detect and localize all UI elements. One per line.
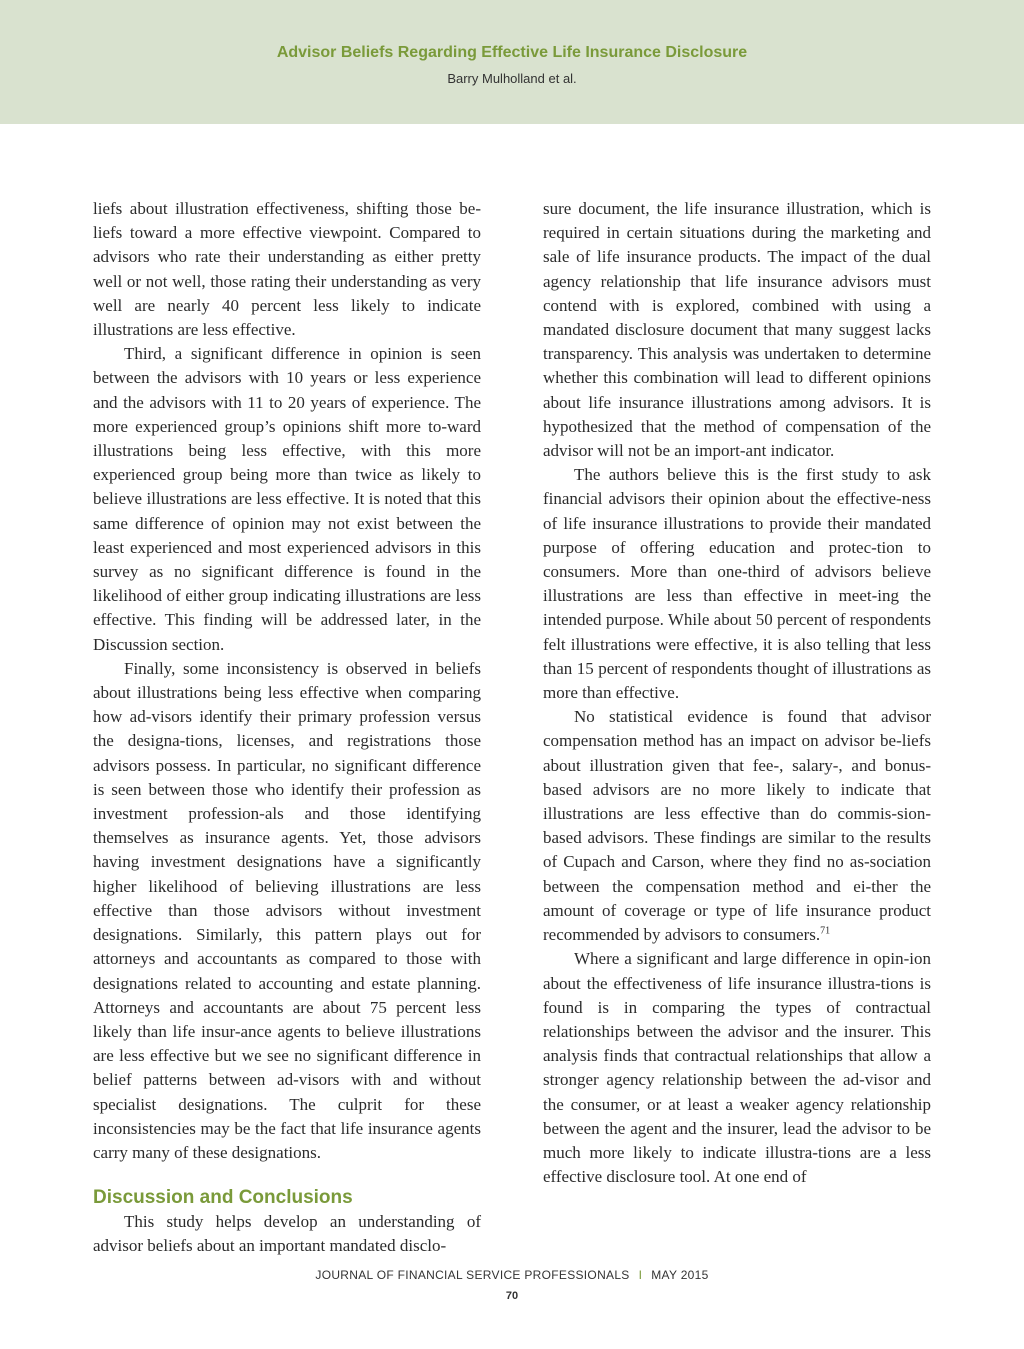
body-paragraph: This study helps develop an understanding of advisor beliefs about an important mandated disclo- [93,1212,481,1256]
paragraph-text: No statistical evidence is found that advisor compensation method has an impact on advisor be-liefs about illustration given that fee-, salary-, and bonus-based advisors are no more likely to indicate that illustrations are less effective than do commis-sion-based advisors. These findings are similar to the results of Cupach and Carson, where they find no as-sociation between the compensation method and ei-ther the amount of coverage or type of life insurance product recommended by advisors to consumers. [543,707,931,945]
issue-date: MAY 2015 [651,1268,709,1282]
body-paragraph: Where a significant and large difference in opin-ion about the effectiveness of life insurance illustra-tions is found is in comparing the types of contractual relationships between the advisor and the insurer. This analysis finds that contractual relationships that allow a stronger agency relationship between the ad-visor and the consumer, or at least a weaker agency relationship between the agent and the insurer, lead the advisor to be much more likely to indicate illustra-tions are a less effective disclosure tool. At one end of [543,949,931,1187]
section-heading: Discussion and Conclusions [93,1187,353,1209]
footnote-marker: 71 [820,925,831,937]
body-paragraph: Third, a significant difference in opinion is seen between the advisors with 10 years or less experience and the advisors with 11 to 20 years of experience. The more experienced group’s opinions shift more to-ward illustrations being less effective, with this more experienced group being more than twice as likely to believe illustrations are less effective. It is noted that this same difference of opinion may not exist between the least experienced and most experienced advisors in this survey as no significant difference is found in the likelihood of either group indicating illustrations are less effective. This finding will be addressed later, in the Discussion section. [93,344,481,654]
journal-name: JOURNAL OF FINANCIAL SERVICE PROFESSIONALS [315,1268,630,1282]
running-author: Barry Mulholland et al. [447,71,577,86]
footer [0,1268,1024,1282]
running-title: Advisor Beliefs Regarding Effective Life Insurance Disclosure [276,44,748,61]
body-paragraph [543,705,931,947]
page-number: 70 [505,1290,519,1302]
right-column [543,197,931,1189]
header-band [0,0,1024,124]
body-paragraph: liefs about illustration effectiveness, shifting those be-liefs toward a more effective viewpoint. Compared to advisors who rate their understanding as either pretty well or not well, those rating their understanding as very well are nearly 40 percent less likely to indicate illustrations are less effective. [93,199,481,340]
body-paragraph: The authors believe this is the first study to ask financial advisors their opinion about the effective-ness of life insurance illustrations to provide their mandated purpose of offering education and protec-tion to consumers. More than one-third of advisors believe illustrations are less than effective in meet-ing the intended purpose. While about 50 percent of respondents felt illustrations were effective, it is also telling that less than 15 percent of respondents thought of illustrations as more than effective. [543,465,931,703]
left-column [93,197,481,1259]
body-paragraph: sure document, the life insurance illustration, which is required in certain situations during the marketing and sale of life insurance products. The impact of the dual agency relationship that life insurance advisors must contend with is explored, combined with using a mandated disclosure document that many suggest lacks transparency. This analysis was undertaken to determine whether this combination will lead to different opinions about life insurance illustrations among advisors. It is hypothesized that the method of compensation of the advisor will not be an import-ant indicator. [543,199,931,461]
footer-separator: I [638,1268,643,1282]
body-paragraph: Finally, some inconsistency is observed in beliefs about illustrations being less effective when comparing how ad-visors identify their primary profession versus the designa-tions, licenses, and registrations those advisors possess. In particular, no significant difference is seen between those who identify their profession as investment profession-als and those identifying themselves as insurance agents. Yet, those advisors having investment designations have a significantly higher likelihood of believing illustrations are less effective than those advisors without investment designations. Similarly, this pattern plays out for attorneys and accountants as compared to those with designations related to accounting and estate planning. Attorneys and accountants are about 75 percent less likely than life insur-ance agents to believe illustrations are less effective but we see no significant difference in belief patterns between ad-visors with and without specialist designations. The culprit for these inconsistencies may be the fact that life insurance agents carry many of these designations. [93,658,481,1162]
